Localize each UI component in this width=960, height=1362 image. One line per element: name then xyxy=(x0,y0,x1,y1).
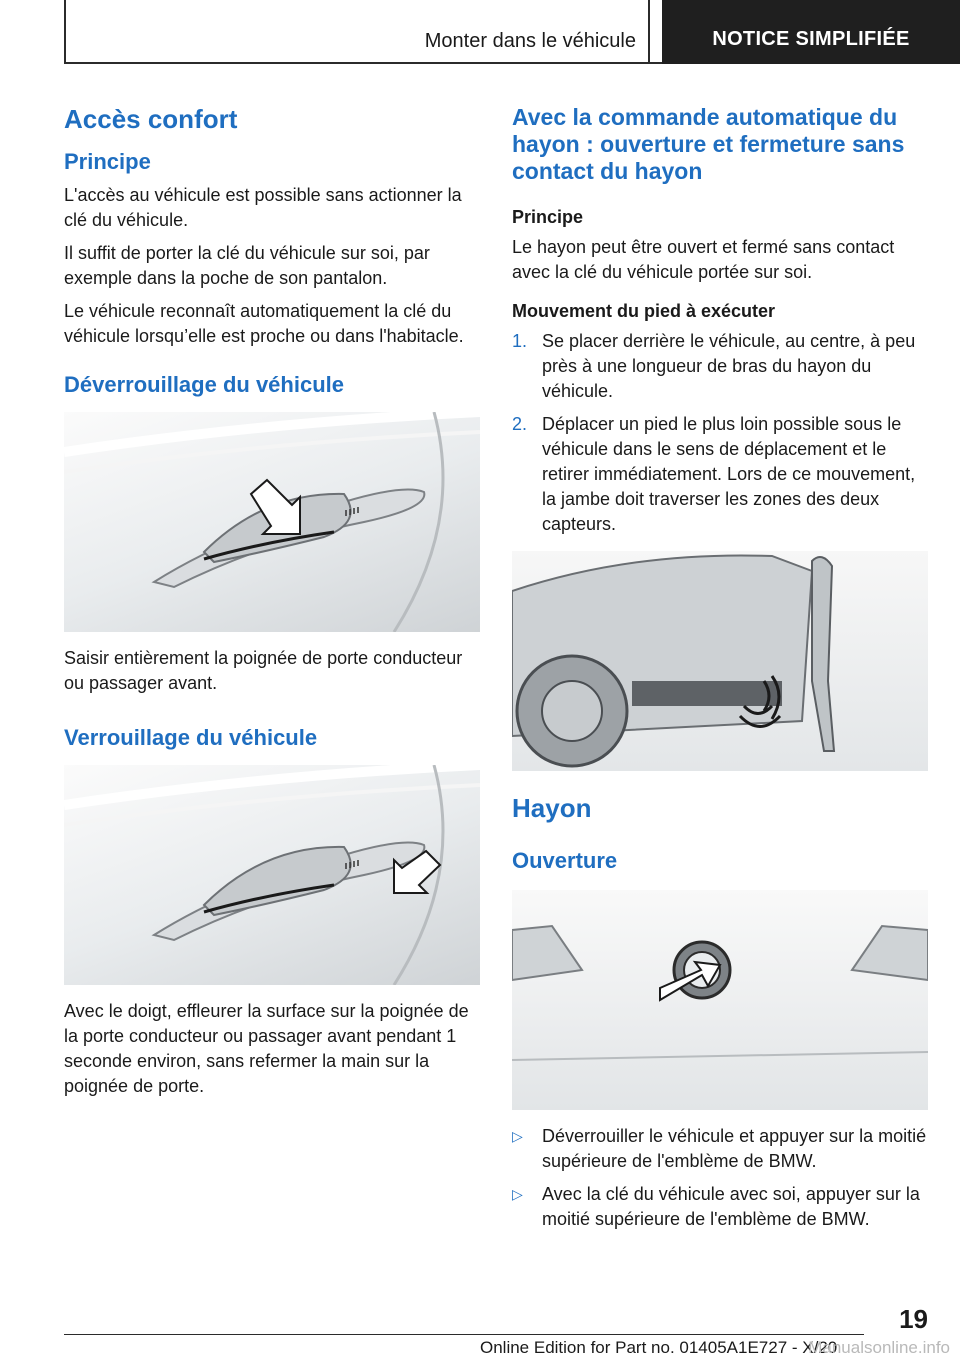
hayon-principe-text: Le hayon peut être ouvert et fermé sans contact avec la clé du véhicule portée sur soi. xyxy=(512,237,895,282)
hayon-title: Hayon xyxy=(512,793,592,823)
triangle-bullet-icon: ▷ xyxy=(512,1186,523,1202)
edition-text: Online Edition for Part no. 01405A1E727 - X/20 xyxy=(480,1338,838,1357)
triangle-bullet-icon: ▷ xyxy=(512,1128,523,1144)
steps-list xyxy=(512,329,928,537)
hayon-auto-title: Avec la commande automatique du hayon : ouverture et fermeture sans contact du hayon xyxy=(512,104,905,184)
bullet-text: Avec la clé du véhicule avec soi, appuyer sur la moitié supérieure de l'emblème de BMW. xyxy=(542,1184,920,1229)
step-text: Déplacer un pied le plus loin possible sous le véhicule dans le sens de déplacement et le retirer immédiatement. Lors de ce mouvement, la jambe doit traverser les zones des deux capteurs. xyxy=(542,414,916,534)
principe-paragraph-1: L'accès au véhicule est possible sans actionner la clé du véhicule. xyxy=(64,185,462,230)
door-handle-lock-illustration xyxy=(64,765,480,985)
step-item xyxy=(512,329,928,404)
deverrouillage-caption: Saisir entièrement la poignée de porte conducteur ou passager avant. xyxy=(64,648,463,693)
deverrouillage-heading: Déverrouillage du véhicule xyxy=(64,372,344,397)
step-number: 2. xyxy=(512,414,528,434)
foot-gesture-illustration xyxy=(512,551,928,771)
step-number: 1. xyxy=(512,331,528,351)
principe-paragraph-3: Le véhicule reconnaît automatiquement la clé du véhicule lorsqu’elle est proche ou dans l'habitacle. xyxy=(64,301,464,346)
verrouillage-caption: Avec le doigt, effleurer la surface sur la poignée de la porte conducteur ou passager avant pendant 1 seconde environ, sans refermer la main sur la poignée de porte. xyxy=(64,1001,469,1096)
ouverture-heading: Ouverture xyxy=(512,848,618,873)
step-text: Se placer derrière le véhicule, au centre, à peu près à une longueur de bras du hayon du véhicule. xyxy=(542,331,916,401)
principe-subheading: Principe xyxy=(512,207,584,227)
footer-divider xyxy=(64,1334,864,1335)
step-item xyxy=(512,412,928,537)
bmw-emblem-illustration xyxy=(512,890,928,1110)
section-title: Monter dans le véhicule xyxy=(424,30,636,52)
header-divider xyxy=(648,0,650,64)
page-number: 19 xyxy=(899,1304,928,1334)
door-handle-unlock-illustration xyxy=(64,412,480,632)
watermark: Manualsonline.info xyxy=(808,1338,950,1357)
bullet-item xyxy=(512,1182,928,1232)
verrouillage-heading: Verrouillage du véhicule xyxy=(64,725,318,750)
bullet-text: Déverrouiller le véhicule et appuyer sur la moitié supérieure de l'emblème de BMW. xyxy=(542,1126,927,1171)
bullet-item xyxy=(512,1124,928,1174)
acces-confort-title: Accès confort xyxy=(64,104,238,134)
principe-paragraph-2: Il suffit de porter la clé du véhicule sur soi, par exemple dans la poche de son pantalon. xyxy=(64,243,430,288)
principe-heading: Principe xyxy=(64,149,151,174)
left-column xyxy=(64,96,482,1107)
notice-tab: NOTICE SIMPLIFIÉE xyxy=(662,0,960,64)
ouverture-bullets xyxy=(512,1124,928,1232)
right-column xyxy=(512,96,928,1240)
mouvement-heading: Mouvement du pied à exécuter xyxy=(512,301,776,321)
